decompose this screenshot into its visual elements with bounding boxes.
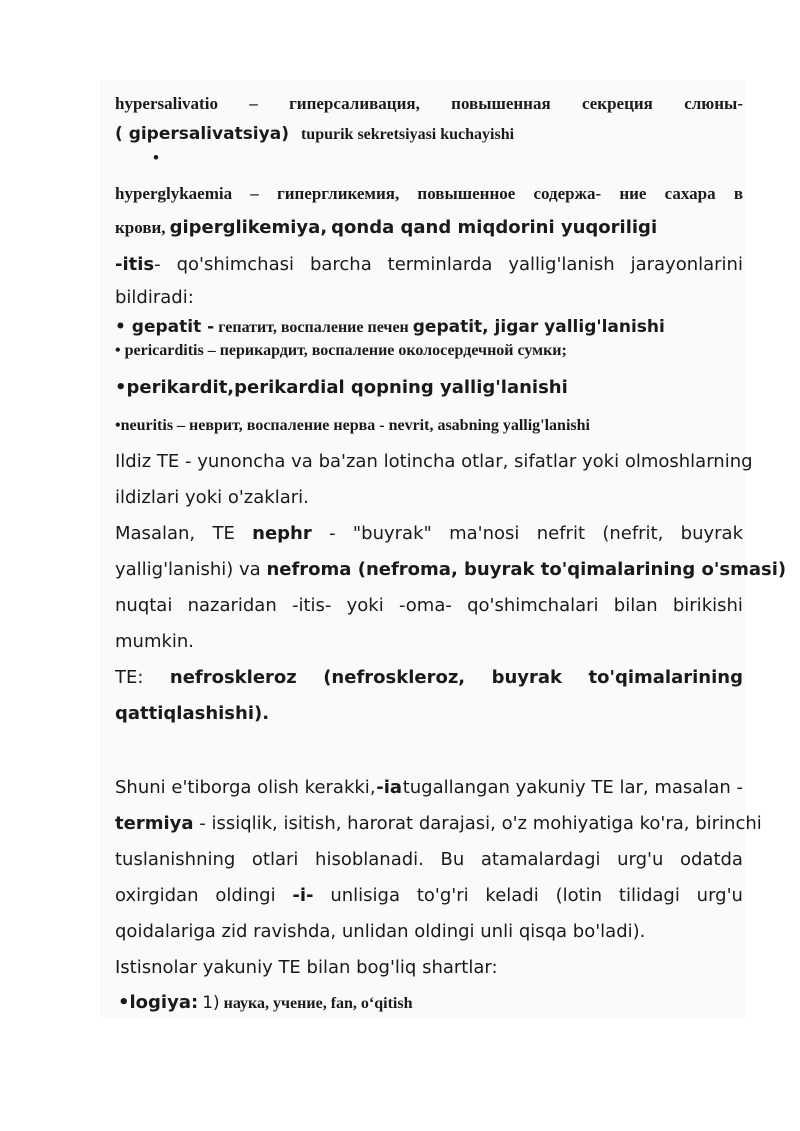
note-line-5: qoidalariga zid ravishda, unlidan oldingi unli qisqa bo'ladi). (115, 921, 646, 942)
word: повышенная (451, 94, 551, 113)
text: - issiqlik, isitish, harorat darajasi, o'z mohiyatiga ko'ra, birinchi (199, 813, 762, 834)
definition: наука, учение, fan, o‘qitish (223, 995, 413, 1012)
bullet-pericarditis (115, 342, 743, 360)
example-line-1 (115, 523, 743, 544)
word: hypersalivatio (115, 94, 218, 113)
word: nefrit (536, 523, 585, 544)
term: • gepatit - (115, 317, 215, 337)
uzbek-definition: gepatit, jigar yallig'lanishi (412, 317, 665, 337)
word: nazaridan (187, 595, 277, 616)
text: tugallangan yakuniy TE lar, masalan - (402, 777, 743, 798)
word: - (329, 523, 336, 544)
uzbek-definition: tupurik sekretsiyasi kuchayishi (300, 126, 515, 143)
definition: – неврит, воспаление нерва - nevrit, asabning yallig'lanishi (177, 417, 590, 434)
number: 1) (202, 993, 220, 1013)
word: tuslanishning (115, 849, 236, 870)
word: buyrak (680, 523, 743, 544)
word: в (733, 184, 743, 203)
word: unlisiga (330, 885, 400, 906)
word: otlari (251, 849, 299, 870)
word: секреция (581, 94, 653, 113)
word: qo'shimchalari (467, 595, 599, 616)
word: oxirgidan (115, 885, 199, 906)
word: jarayonlarini (630, 254, 743, 275)
bullet-perikardit: •perikardit,perikardial qopning yallig'lanishi (115, 377, 568, 398)
example-line-2 (115, 559, 787, 580)
word: Bu (440, 849, 465, 870)
uzbek-term: ( gipersalivatsiya) (115, 124, 289, 144)
word: to'qimalarining (588, 667, 743, 688)
word: terminlarda (387, 254, 493, 275)
word: keladi (485, 885, 539, 906)
word: TE: (115, 667, 144, 688)
example-line-3 (115, 595, 743, 616)
bullet-gepatit (115, 317, 743, 337)
word: nuqtai (115, 595, 173, 616)
russian-definition: – перикардит, воспаление околосердечной сумки; (207, 342, 567, 359)
bullet-marker: • (153, 148, 159, 167)
russian-word: крови, (115, 218, 166, 237)
word: (nefrit, (602, 523, 664, 544)
word: oldingi (215, 885, 276, 906)
word: -itis- (291, 595, 332, 616)
word: urg'u (696, 885, 743, 906)
word: hyperglykaemia (115, 184, 233, 203)
suffix-itis: -itis (115, 254, 155, 275)
term-hypersalivatio-line (115, 94, 743, 114)
nefroskleroz-line-2: qattiqlashishi). (115, 703, 270, 724)
bullet-neuritis (115, 417, 743, 435)
word: urg'u (617, 849, 664, 870)
word: – (249, 94, 258, 113)
term-termiya: termiya (115, 813, 194, 834)
text: Shuni e'tiborga olish kerakki, (115, 777, 376, 798)
term-hyperglykaemia-line (115, 184, 743, 204)
word: -oma- (398, 595, 452, 616)
note-line-1 (115, 777, 743, 798)
term-nefroskleroz: nefroskleroz (169, 667, 297, 688)
term: • pericarditis (115, 342, 204, 359)
vowel-i: -i- (292, 885, 314, 906)
note-line-2 (115, 813, 762, 834)
term: •neuritis (115, 417, 174, 434)
itis-suffix-line-2: bildiradi: (115, 287, 194, 308)
root-te-line-2: ildizlari yoki o'zaklari. (115, 487, 309, 508)
term-hypersalivatio-translation (115, 124, 743, 144)
word: atamalardagi (480, 849, 601, 870)
term-nefroma: nefroma (nefroma, buyrak to'qimalarining o'smasi) (266, 559, 787, 580)
example-line-4: mumkin. (115, 631, 195, 652)
word: слюны- (684, 94, 743, 113)
word: yallig'lanish (508, 254, 615, 275)
note-line-4 (115, 885, 743, 906)
word: buyrak (491, 667, 563, 688)
word: barcha (309, 254, 372, 275)
word: сахара (664, 184, 716, 203)
word: содержа- (533, 184, 602, 203)
text: yallig'lanishi) va (115, 559, 261, 580)
term-logiya: •logiya: (118, 992, 199, 1013)
bullet-logiya (118, 992, 746, 1013)
root-te-line-1: Ildiz TE - yunoncha va ba'zan lotincha otlar, sifatlar yoki olmoshlarning (115, 451, 753, 472)
word: TE (212, 523, 235, 544)
word: гипергликемия, (276, 184, 400, 203)
term-hyperglykaemia-translation (115, 217, 743, 238)
word: (lotin (555, 885, 603, 906)
word: tilidagi (618, 885, 680, 906)
word: повышенное (417, 184, 516, 203)
word: Masalan, (115, 523, 196, 544)
word: (nefroskleroz, (323, 667, 466, 688)
russian-definition: гепатит, воспаление печен (218, 319, 409, 336)
exceptions-line: Istisnolar yakuniy TE bilan bog'liq shartlar: (115, 957, 498, 978)
itis-suffix-line (115, 254, 743, 275)
word: to'g'ri (416, 885, 469, 906)
word: – (250, 184, 259, 203)
word: ma'nosi (449, 523, 520, 544)
word: qo'shimchasi (176, 254, 294, 275)
uzbek-definition: qonda qand miqdorini yuqoriligi (331, 217, 658, 238)
uzbek-term: giperglikemiya, (169, 217, 328, 238)
word: - (154, 254, 161, 275)
word: ние (619, 184, 647, 203)
word: yoki (346, 595, 384, 616)
note-line-3 (115, 849, 743, 870)
word: bilan (613, 595, 658, 616)
word: "buyrak" (352, 523, 432, 544)
word: hisoblanadi. (315, 849, 424, 870)
term-nephr: nephr (252, 523, 312, 544)
word: odatda (679, 849, 743, 870)
word: гиперсаливация, (289, 94, 420, 113)
suffix-ia: -ia (376, 777, 403, 798)
word: birikishi (672, 595, 743, 616)
nefroskleroz-line-1 (115, 667, 743, 688)
